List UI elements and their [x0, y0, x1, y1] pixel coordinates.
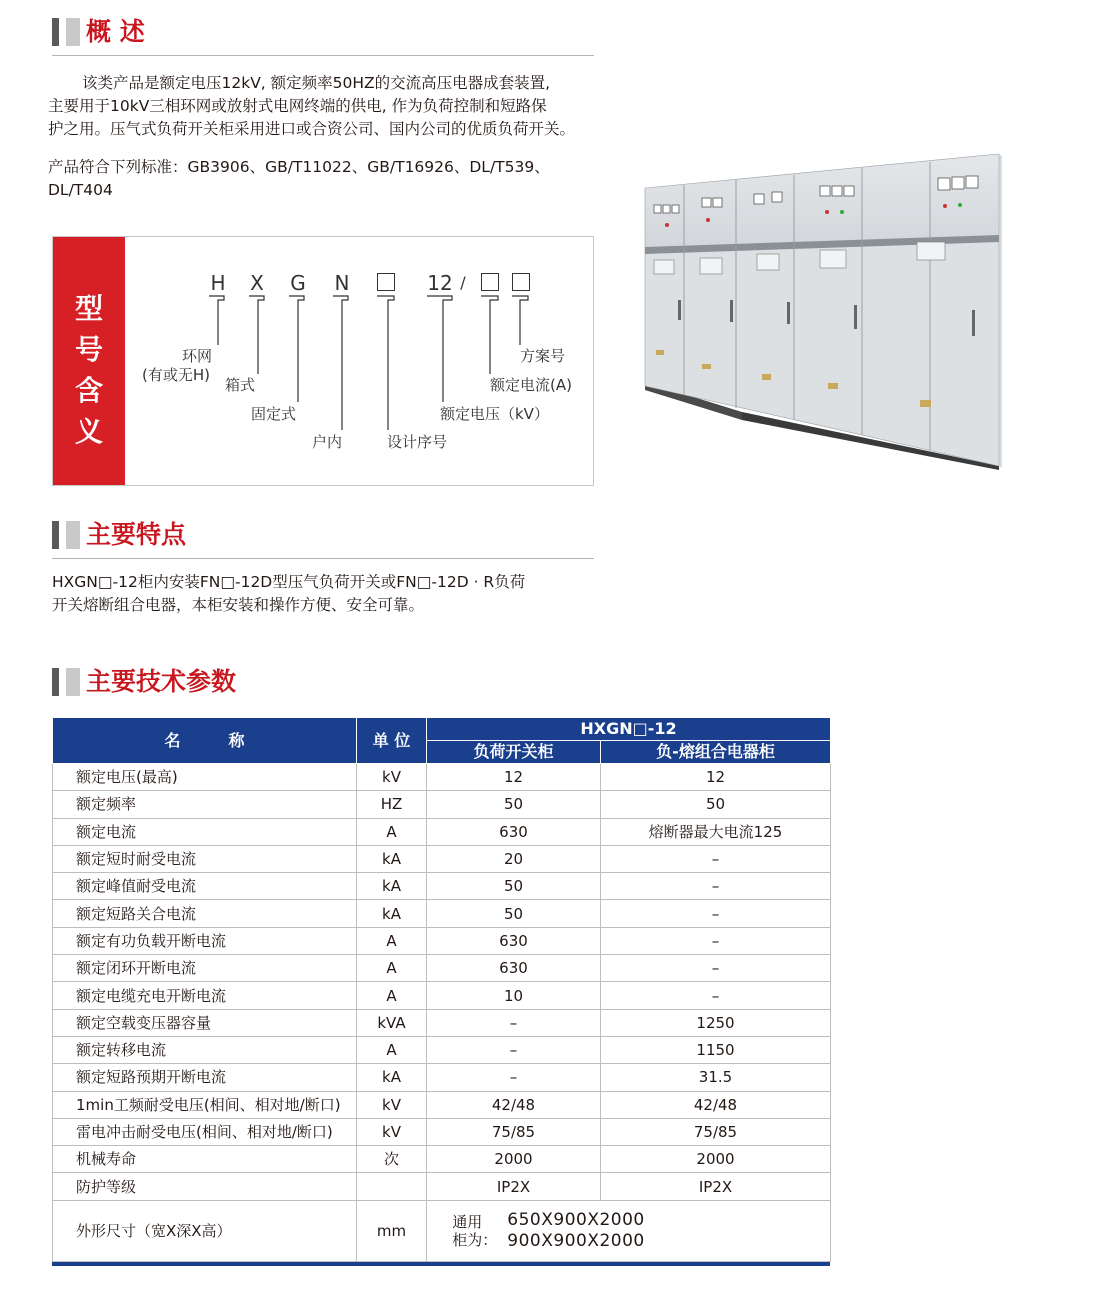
row-fuse-combo-value: 1250 — [601, 1009, 831, 1036]
row-name: 额定空载变压器容量 — [53, 1009, 357, 1036]
header-col-fuse-combo: 负-熔组合电器柜 — [601, 741, 831, 764]
row-load-switch-value: 630 — [427, 818, 601, 845]
dims-values — [507, 1210, 644, 1252]
model-label-ring-note: (有或无H) — [142, 366, 210, 384]
overview-line-3: 护之用。压气式负荷开关柜采用进口或合资公司、国内公司的优质负荷开关。 — [48, 120, 576, 138]
side-char-1: 型 — [74, 292, 103, 325]
row-name: 额定电缆充电开断电流 — [53, 982, 357, 1009]
row-unit: kV — [357, 1118, 427, 1145]
table-row — [53, 1036, 831, 1063]
row-fuse-combo-value: – — [601, 955, 831, 982]
row-name: 额定峰值耐受电流 — [53, 873, 357, 900]
model-code-x: X — [250, 271, 264, 295]
row-unit: kVA — [357, 1009, 427, 1036]
table-header-row-1 — [53, 718, 831, 741]
model-code-g: G — [290, 271, 306, 295]
row-fuse-combo-value: – — [601, 873, 831, 900]
row-fuse-combo-value: – — [601, 900, 831, 927]
row-name: 额定电压(最高) — [53, 764, 357, 791]
features-divider — [52, 558, 594, 559]
row-fuse-combo-value: 12 — [601, 764, 831, 791]
row-unit: kA — [357, 900, 427, 927]
row-load-switch-value: 630 — [427, 955, 601, 982]
row-fuse-combo-value: 2000 — [601, 1146, 831, 1173]
header-col-load-switch: 负荷开关柜 — [427, 741, 601, 764]
row-unit: A — [357, 818, 427, 845]
side-char-3: 含 — [74, 374, 103, 407]
overview-title: 概 述 — [86, 17, 145, 46]
params-title: 主要技术参数 — [86, 667, 237, 696]
row-unit: HZ — [357, 791, 427, 818]
row-unit: A — [357, 982, 427, 1009]
row-name: 1min工频耐受电压(相间、相对地/断口) — [53, 1091, 357, 1118]
table-row — [53, 900, 831, 927]
standards-line-2: DL/T404 — [48, 181, 113, 199]
table-row — [53, 791, 831, 818]
row-load-switch-value: 20 — [427, 845, 601, 872]
table-row — [53, 1173, 831, 1200]
row-load-switch-value: 630 — [427, 927, 601, 954]
dims-label-2: 柜为： — [452, 1230, 498, 1249]
row-fuse-combo-value: – — [601, 982, 831, 1009]
row-fuse-combo-value: IP2X — [601, 1173, 831, 1200]
row-name: 雷电冲击耐受电压(相间、相对地/断口) — [53, 1118, 357, 1145]
table-row — [53, 818, 831, 845]
row-name: 额定短路关合电流 — [53, 900, 357, 927]
row-load-switch-value: 12 — [427, 764, 601, 791]
model-label-current: 额定电流(A) — [490, 376, 572, 394]
table-row — [53, 845, 831, 872]
table-row — [53, 764, 831, 791]
row-fuse-combo-value: 熔断器最大电流125 — [601, 818, 831, 845]
row-name: 外形尺寸（宽X深X高） — [53, 1200, 357, 1261]
model-label-fixed: 固定式 — [251, 405, 297, 423]
row-name: 防护等级 — [53, 1173, 357, 1200]
dims-value-2: 900X900X2000 — [507, 1230, 645, 1251]
row-unit: kA — [357, 873, 427, 900]
dims-label-1: 通用 — [452, 1212, 483, 1231]
row-load-switch-value: 75/85 — [427, 1118, 601, 1145]
row-load-switch-value: 50 — [427, 791, 601, 818]
row-name: 额定频率 — [53, 791, 357, 818]
header-model: HXGN□-12 — [427, 718, 831, 741]
table-bottom-rule — [52, 1262, 830, 1266]
heading-bar-light — [66, 668, 80, 696]
dims-cell — [427, 1200, 831, 1261]
row-unit: A — [357, 927, 427, 954]
header-unit: 单 位 — [357, 718, 427, 764]
row-load-switch-value: – — [427, 1009, 601, 1036]
table-row-dimensions — [53, 1200, 831, 1261]
model-code-h: H — [210, 271, 226, 295]
row-unit — [357, 1173, 427, 1200]
row-name: 额定电流 — [53, 818, 357, 845]
table-row — [53, 1091, 831, 1118]
heading-bar-dark — [52, 668, 59, 696]
model-label-design: 设计序号 — [387, 433, 448, 451]
row-fuse-combo-value: – — [601, 927, 831, 954]
table-row — [53, 1146, 831, 1173]
heading-bar-light — [66, 521, 80, 549]
row-fuse-combo-value: 1150 — [601, 1036, 831, 1063]
model-code-slash: / — [460, 273, 466, 292]
table-row — [53, 982, 831, 1009]
model-label-ring: 环网 — [182, 347, 213, 365]
table-body — [53, 764, 831, 1201]
table-row — [53, 873, 831, 900]
dims-value-1: 650X900X2000 — [507, 1209, 645, 1230]
row-name: 额定闭环开断电流 — [53, 955, 357, 982]
switchgear-cabinet-image — [642, 150, 1002, 470]
row-load-switch-value: – — [427, 1036, 601, 1063]
row-unit: kA — [357, 845, 427, 872]
model-label-scheme: 方案号 — [520, 347, 566, 365]
row-unit: kA — [357, 1064, 427, 1091]
table-row — [53, 927, 831, 954]
row-unit: A — [357, 1036, 427, 1063]
row-fuse-combo-value: 50 — [601, 791, 831, 818]
row-fuse-combo-value: – — [601, 845, 831, 872]
overview-line-1: 该类产品是额定电压12kV, 额定频率50HZ的交流高压电器成套装置, — [82, 74, 551, 92]
features-title: 主要特点 — [86, 520, 187, 549]
row-name: 额定短路预期开断电流 — [53, 1064, 357, 1091]
row-unit: A — [357, 955, 427, 982]
row-load-switch-value: 50 — [427, 873, 601, 900]
tech-params-table — [52, 717, 831, 1262]
table-row — [53, 1009, 831, 1036]
model-code-12: 12 — [427, 271, 453, 295]
table-row — [53, 1118, 831, 1145]
row-load-switch-value: 10 — [427, 982, 601, 1009]
dims-labels — [452, 1213, 497, 1249]
side-char-2: 号 — [74, 333, 103, 366]
overview-line-2: 主要用于10kV三相环网或放射式电网终端的供电, 作为负荷控制和短路保 — [48, 97, 547, 115]
model-label-voltage: 额定电压（kV） — [440, 405, 549, 423]
features-line-2: 开关熔断组合电器，本柜安装和操作方便、安全可靠。 — [52, 596, 425, 614]
header-name: 名 称 — [53, 718, 357, 764]
row-fuse-combo-value: 75/85 — [601, 1118, 831, 1145]
row-unit: kV — [357, 764, 427, 791]
row-name: 额定短时耐受电流 — [53, 845, 357, 872]
row-name: 额定有功负载开断电流 — [53, 927, 357, 954]
heading-bar-dark — [52, 521, 59, 549]
table-row — [53, 955, 831, 982]
row-unit: kV — [357, 1091, 427, 1118]
row-fuse-combo-value: 42/48 — [601, 1091, 831, 1118]
model-code-n: N — [334, 271, 350, 295]
row-unit: 次 — [357, 1146, 427, 1173]
row-load-switch-value: 50 — [427, 900, 601, 927]
model-label-indoor: 户内 — [312, 433, 343, 451]
features-line-1: HXGN□-12柜内安装FN□-12D型压气负荷开关或FN□-12D · R负荷 — [52, 573, 526, 591]
table-row — [53, 1064, 831, 1091]
row-load-switch-value: 2000 — [427, 1146, 601, 1173]
side-char-4: 义 — [74, 415, 103, 448]
row-name: 额定转移电流 — [53, 1036, 357, 1063]
row-load-switch-value: IP2X — [427, 1173, 601, 1200]
row-name: 机械寿命 — [53, 1146, 357, 1173]
row-load-switch-value: – — [427, 1064, 601, 1091]
standards-line-1: 产品符合下列标准：GB3906、GB/T11022、GB/T16926、DL/T539、 — [48, 158, 550, 176]
row-unit: mm — [357, 1200, 427, 1261]
row-load-switch-value: 42/48 — [427, 1091, 601, 1118]
model-label-box: 箱式 — [225, 376, 256, 394]
row-fuse-combo-value: 31.5 — [601, 1064, 831, 1091]
